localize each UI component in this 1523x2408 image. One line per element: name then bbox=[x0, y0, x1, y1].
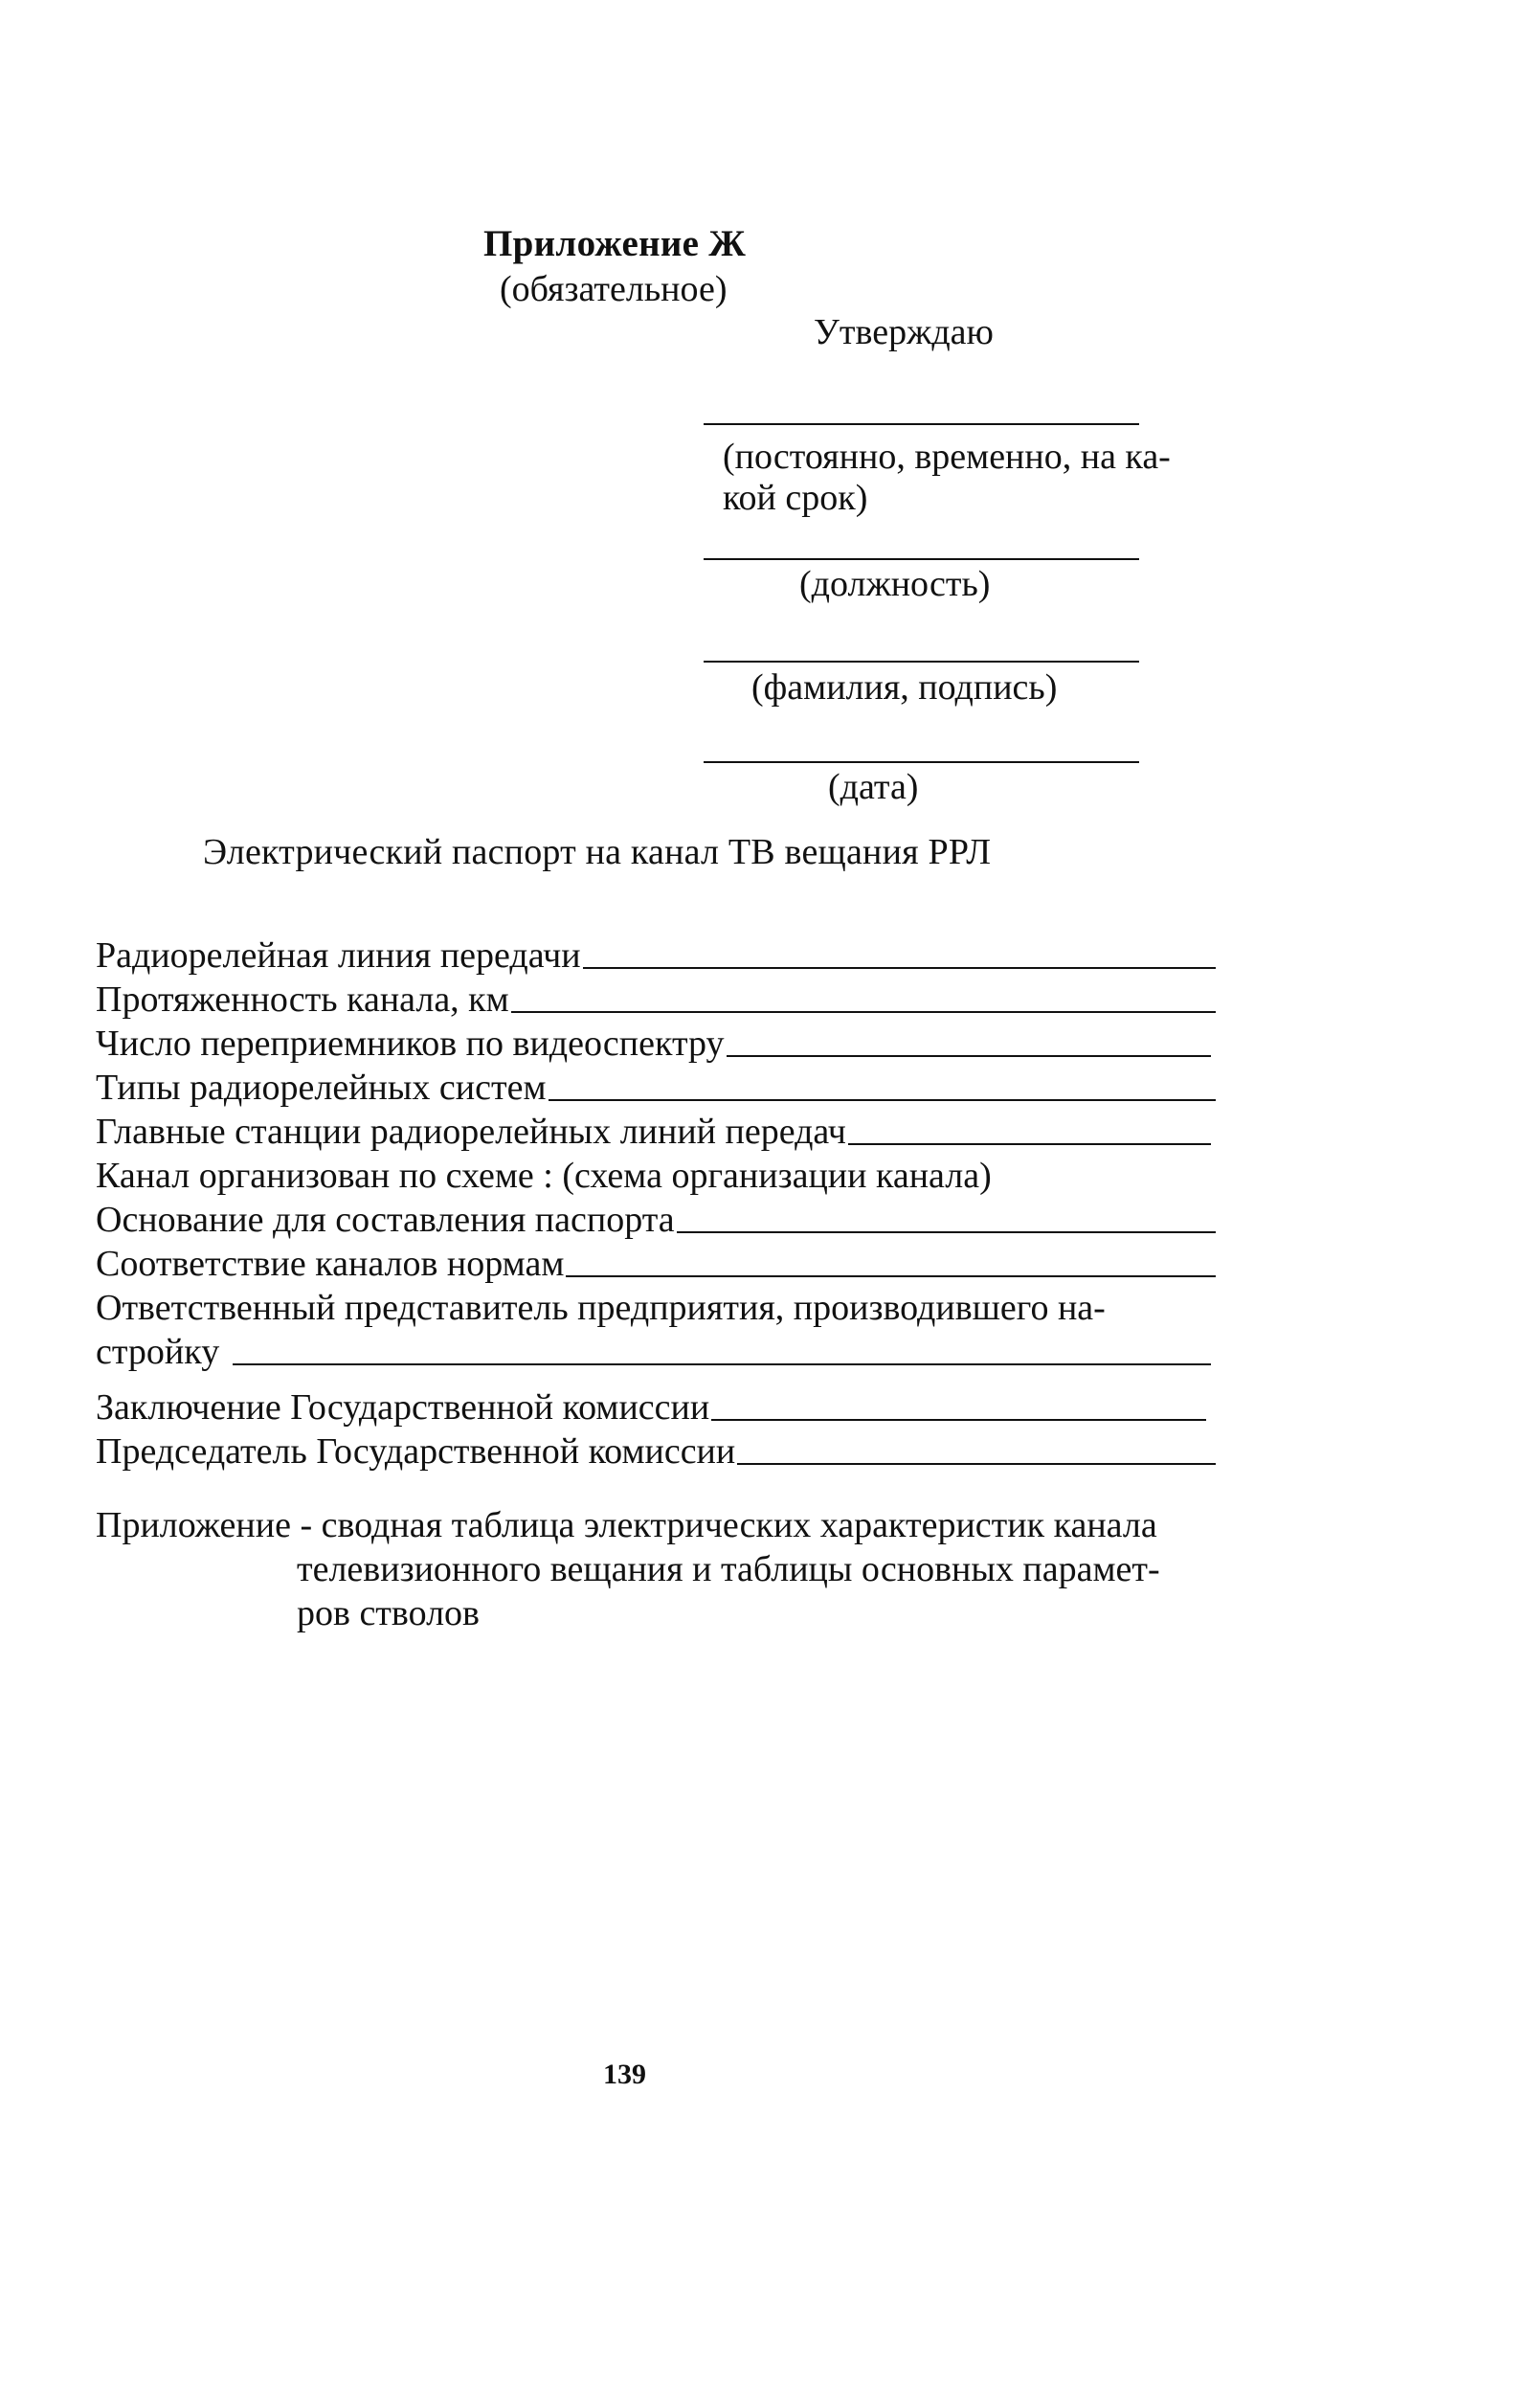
appendix-status: (обязательное) bbox=[500, 269, 728, 309]
field-line bbox=[96, 934, 1216, 978]
field-repeaters-label: Число переприемников по видеоспектру bbox=[96, 1024, 725, 1064]
term-caption-line1: (постоянно, временно, на ка- bbox=[723, 437, 1171, 477]
field-line-blank bbox=[583, 967, 1216, 969]
field-conclusion bbox=[96, 1385, 1206, 1429]
appendix-note-line2: телевизионного вещания и таблицы основных парамет- bbox=[297, 1549, 1160, 1589]
field-basis-label: Основание для составления паспорта bbox=[96, 1200, 675, 1240]
field-repeaters bbox=[96, 1022, 1211, 1066]
field-scheme bbox=[96, 1154, 992, 1198]
page-number: 139 bbox=[603, 2059, 646, 2090]
field-length bbox=[96, 978, 1216, 1022]
field-basis bbox=[96, 1198, 1216, 1242]
field-main-stations-label: Главные станции радиорелейных линий передач bbox=[96, 1112, 846, 1152]
approval-title: Утверждаю bbox=[814, 312, 994, 352]
field-compliance-blank bbox=[566, 1275, 1216, 1277]
field-conclusion-blank bbox=[711, 1419, 1206, 1421]
name-signature-line bbox=[704, 661, 1139, 663]
field-main-stations bbox=[96, 1110, 1211, 1154]
field-representative-blank bbox=[233, 1363, 1211, 1365]
field-chairman bbox=[96, 1429, 1216, 1474]
date-caption: (дата) bbox=[828, 767, 919, 807]
appendix-title: Приложение Ж bbox=[483, 223, 747, 264]
field-line-label: Радиорелейная линия передачи bbox=[96, 935, 581, 976]
appendix-note bbox=[96, 1503, 1225, 1635]
passport-title: Электрический паспорт на канал ТВ вещания РРЛ bbox=[203, 832, 992, 872]
field-length-blank bbox=[511, 1011, 1216, 1013]
field-main-stations-blank bbox=[848, 1143, 1211, 1145]
field-chairman-blank bbox=[737, 1463, 1216, 1465]
field-compliance bbox=[96, 1242, 1216, 1286]
appendix-note-line3: ров стволов bbox=[297, 1593, 481, 1633]
field-representative-label-line2: стройку bbox=[96, 1332, 220, 1372]
field-length-label: Протяженность канала, км bbox=[96, 979, 509, 1020]
term-caption-line2: кой срок) bbox=[723, 478, 868, 518]
field-system-types-blank bbox=[549, 1099, 1217, 1101]
field-compliance-label: Соответствие каналов нормам bbox=[96, 1244, 565, 1284]
field-representative-label-line1: Ответственный представитель предприятия, производившего на- bbox=[96, 1288, 1106, 1328]
field-repeaters-blank bbox=[727, 1055, 1211, 1057]
name-signature-caption: (фамилия, подпись) bbox=[751, 667, 1058, 708]
position-caption: (должность) bbox=[799, 564, 991, 604]
field-representative-line2 bbox=[96, 1330, 1211, 1374]
field-system-types-label: Типы радиорелейных систем bbox=[96, 1068, 547, 1108]
appendix-note-line1: Приложение - сводная таблица электрических характеристик канала bbox=[96, 1505, 1157, 1545]
field-representative-line1 bbox=[96, 1286, 1106, 1330]
field-system-types bbox=[96, 1066, 1216, 1110]
field-basis-blank bbox=[677, 1231, 1216, 1233]
term-line bbox=[704, 423, 1139, 425]
field-conclusion-label: Заключение Государственной комиссии bbox=[96, 1387, 710, 1428]
date-line bbox=[704, 761, 1139, 763]
field-scheme-label: Канал организован по схеме : (схема организации канала) bbox=[96, 1156, 992, 1196]
field-chairman-label: Председатель Государственной комиссии bbox=[96, 1431, 736, 1472]
